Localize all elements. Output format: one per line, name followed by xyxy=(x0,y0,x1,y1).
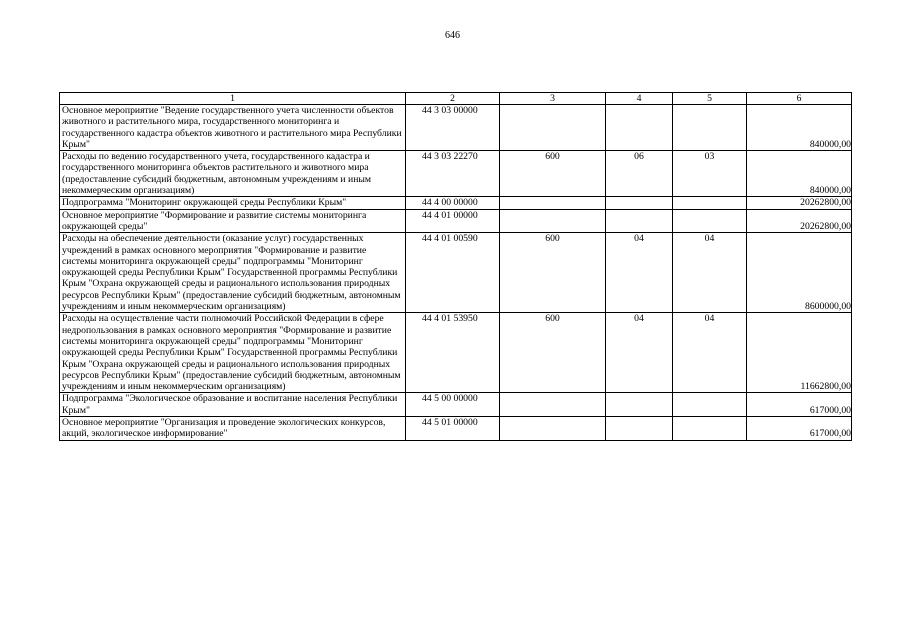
table-row xyxy=(60,233,852,313)
row-pr-cell: 04 xyxy=(673,233,747,313)
row-name-cell: Подпрограмма "Мониторинг окружающей среды Республики Крым" xyxy=(60,197,406,209)
row-pr-cell xyxy=(673,197,747,209)
row-code-cell: 44 4 01 53950 xyxy=(406,313,500,393)
row-name-cell: Подпрограмма "Экологическое образование и воспитание населения Республики Крым" xyxy=(60,393,406,417)
budget-table xyxy=(59,92,852,441)
row-pr-cell: 03 xyxy=(673,151,747,197)
column-header-4: 4 xyxy=(606,93,673,105)
table-row xyxy=(60,197,852,209)
row-sum-cell: 20262800,00 xyxy=(747,209,852,233)
row-code-cell: 44 3 03 00000 xyxy=(406,105,500,151)
column-header-6: 6 xyxy=(747,93,852,105)
row-pr-cell xyxy=(673,105,747,151)
column-header-2: 2 xyxy=(406,93,500,105)
row-sum-cell: 8600000,00 xyxy=(747,233,852,313)
row-code-cell: 44 4 01 00590 xyxy=(406,233,500,313)
row-vr-cell: 600 xyxy=(500,313,606,393)
row-sum-cell: 617000,00 xyxy=(747,393,852,417)
table-row xyxy=(60,151,852,197)
row-code-cell: 44 3 03 22270 xyxy=(406,151,500,197)
row-rz-cell xyxy=(606,393,673,417)
row-code-cell: 44 5 00 00000 xyxy=(406,393,500,417)
row-pr-cell xyxy=(673,393,747,417)
row-name-cell: Расходы на осуществление части полномочий Российской Федерации в сфере недропользования в рамках основного мероприятия "Формирование и развитие системы мониторинга окружающей среды" подпрограммы "Мониторинг окружающей среды Республики Крым" Государственной программы Республики Крым "Охрана окружающей среды и рационального использования природных ресурсов Республики Крым" (предоставление субсидий бюджетным, автономным учреждениям и иным некоммерческим организациям) xyxy=(60,313,406,393)
page-number: 646 xyxy=(445,30,460,41)
row-vr-cell xyxy=(500,209,606,233)
row-code-cell: 44 5 01 00000 xyxy=(406,417,500,441)
row-name-cell: Основное мероприятие "Формирование и развитие системы мониторинга окружающей среды" xyxy=(60,209,406,233)
row-pr-cell xyxy=(673,417,747,441)
row-code-cell: 44 4 00 00000 xyxy=(406,197,500,209)
row-vr-cell: 600 xyxy=(500,233,606,313)
table-row xyxy=(60,209,852,233)
row-rz-cell xyxy=(606,209,673,233)
row-rz-cell: 04 xyxy=(606,233,673,313)
row-pr-cell xyxy=(673,209,747,233)
table-row xyxy=(60,313,852,393)
row-sum-cell: 840000,00 xyxy=(747,105,852,151)
row-sum-cell: 617000,00 xyxy=(747,417,852,441)
row-vr-cell xyxy=(500,105,606,151)
row-code-cell: 44 4 01 00000 xyxy=(406,209,500,233)
row-rz-cell xyxy=(606,105,673,151)
column-header-3: 3 xyxy=(500,93,606,105)
row-rz-cell: 06 xyxy=(606,151,673,197)
column-header-1: 1 xyxy=(60,93,406,105)
row-name-cell: Расходы на обеспечение деятельности (оказание услуг) государственных учреждений в рамках основного мероприятия "Формирование и развитие системы мониторинга окружающей среды" подпрограммы "Мониторинг окружающей среды Республики Крым" Государственной программы Республики Крым "Охрана окружающей среды и рационального использования природных ресурсов Республики Крым" (предоставление субсидий бюджетным, автономным учреждениям и иным некоммерческим организациям) xyxy=(60,233,406,313)
row-rz-cell xyxy=(606,197,673,209)
row-vr-cell xyxy=(500,417,606,441)
row-sum-cell: 840000,00 xyxy=(747,151,852,197)
row-rz-cell xyxy=(606,417,673,441)
column-header-5: 5 xyxy=(673,93,747,105)
table-row xyxy=(60,105,852,151)
row-vr-cell xyxy=(500,197,606,209)
row-pr-cell: 04 xyxy=(673,313,747,393)
table-header-row xyxy=(60,93,852,105)
table-row xyxy=(60,393,852,417)
row-vr-cell xyxy=(500,393,606,417)
row-sum-cell: 20262800,00 xyxy=(747,197,852,209)
row-name-cell: Основное мероприятие "Ведение государственного учета численности объектов животного и растительного мира, государственного мониторинга и государственного кадастра объектов животного и растительного мира Республики Крым" xyxy=(60,105,406,151)
row-sum-cell: 11662800,00 xyxy=(747,313,852,393)
row-rz-cell: 04 xyxy=(606,313,673,393)
row-vr-cell: 600 xyxy=(500,151,606,197)
row-name-cell: Основное мероприятие "Организация и проведение экологических конкурсов, акций, экологическое информирование" xyxy=(60,417,406,441)
table-row xyxy=(60,417,852,441)
row-name-cell: Расходы по ведению государственного учета, государственного кадастра и государственного мониторинга объектов растительного и животного мира (предоставление субсидий бюджетным, автономным учреждениям и иным некоммерческим организациям) xyxy=(60,151,406,197)
